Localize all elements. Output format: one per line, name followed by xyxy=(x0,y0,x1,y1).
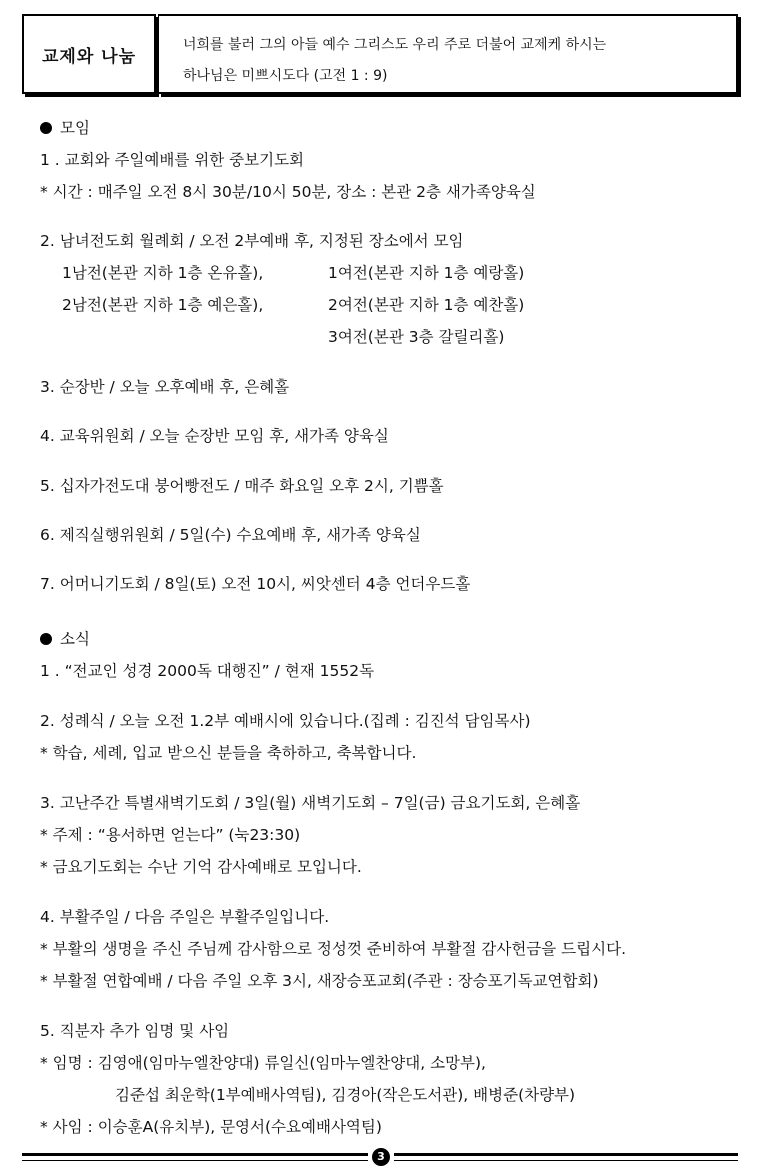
news-line: 2. 성례식 / 오늘 오전 1.2부 예배시에 있습니다.(집례 : 김진석 담임목사) xyxy=(40,712,531,730)
news-line: 4. 부활주일 / 다음 주일은 부활주일입니다. xyxy=(40,908,330,926)
news-line: 5. 직분자 추가 임명 및 사임 xyxy=(40,1022,230,1040)
news-line: 1 . “전교인 성경 2000독 대행진” / 현재 1552독 xyxy=(40,662,375,680)
news-line: * 임명 : 김영애(임마누엘찬양대) 류일신(임마누엘찬양대, 소망부), xyxy=(40,1054,486,1072)
verse-line-2: 하나님은 미쁘시도다 (고전 1 : 9) xyxy=(183,68,388,84)
meeting-line: 3. 순장반 / 오늘 오후예배 후, 은혜홀 xyxy=(40,378,290,396)
news-line: 3. 고난주간 특별새벽기도회 / 3일(월) 새벽기도회 – 7일(금) 금요기도회, 은혜홀 xyxy=(40,794,581,812)
footer-rule-right-thin xyxy=(394,1160,738,1161)
section-title-box xyxy=(22,14,156,94)
news-line: * 학습, 세례, 입교 받으신 분들을 축하하고, 축복합니다. xyxy=(40,744,417,762)
news-line: * 부활의 생명을 주신 주님께 감사함으로 정성껏 준비하여 부활절 감사헌금을 드립시다. xyxy=(40,940,627,958)
meeting-line: 4. 교육위원회 / 오늘 순장반 모임 후, 새가족 양육실 xyxy=(40,427,389,445)
news-line: 김준섭 최운학(1부예배사역팀), 김경아(작은도서관), 배병준(차량부) xyxy=(115,1086,576,1104)
news-line: * 금요기도회는 수난 기억 감사예배로 모입니다. xyxy=(40,858,362,876)
bullet-icon xyxy=(40,633,52,645)
footer-rule-right xyxy=(394,1153,738,1156)
meeting-line: 1 . 교회와 주일예배를 위한 중보기도회 xyxy=(40,151,305,169)
news-heading: 소식 xyxy=(40,627,90,649)
meeting-line: 1남전(본관 지하 1층 온유홀), xyxy=(62,264,264,282)
footer-rule-left-thin xyxy=(22,1160,368,1161)
page-number: 3 xyxy=(372,1148,390,1166)
meeting-line: 6. 제직실행위원회 / 5일(수) 수요예배 후, 새가족 양육실 xyxy=(40,526,421,544)
news-line: * 사임 : 이승훈A(유치부), 문영서(수요예배사역팀) xyxy=(40,1118,382,1136)
meeting-line: 2여전(본관 지하 1층 예찬홀) xyxy=(328,296,525,314)
meeting-heading: 모임 xyxy=(40,116,90,138)
section-title: 교제와 나눔 xyxy=(41,46,137,67)
meeting-line: 1여전(본관 지하 1층 예랑홀) xyxy=(328,264,525,282)
meeting-line: 2. 남녀전도회 월례회 / 오전 2부예배 후, 지정된 장소에서 모임 xyxy=(40,232,464,250)
footer-rule-left xyxy=(22,1153,368,1156)
news-line: * 주제 : “용서하면 얻는다” (눅23:30) xyxy=(40,826,301,844)
meeting-line: 7. 어머니기도회 / 8일(토) 오전 10시, 씨앗센터 4층 언더우드홀 xyxy=(40,575,471,593)
meeting-line: 5. 십자가전도대 붕어빵전도 / 매주 화요일 오후 2시, 기쁨홀 xyxy=(40,477,444,495)
news-line: * 부활절 연합예배 / 다음 주일 오후 3시, 새장승포교회(주관 : 장승포기독교연합회) xyxy=(40,972,599,990)
verse-line-1: 너희를 불러 그의 아들 예수 그리스도 우리 주로 더불어 교제케 하시는 xyxy=(183,37,607,53)
meeting-line: 2남전(본관 지하 1층 예은홀), xyxy=(62,296,264,314)
verse-box xyxy=(158,14,738,94)
bullet-icon xyxy=(40,122,52,134)
meeting-line: 3여전(본관 3층 갈릴리홀) xyxy=(328,328,505,346)
meeting-line: * 시간 : 매주일 오전 8시 30분/10시 50분, 장소 : 본관 2층 새가족양육실 xyxy=(40,183,536,201)
